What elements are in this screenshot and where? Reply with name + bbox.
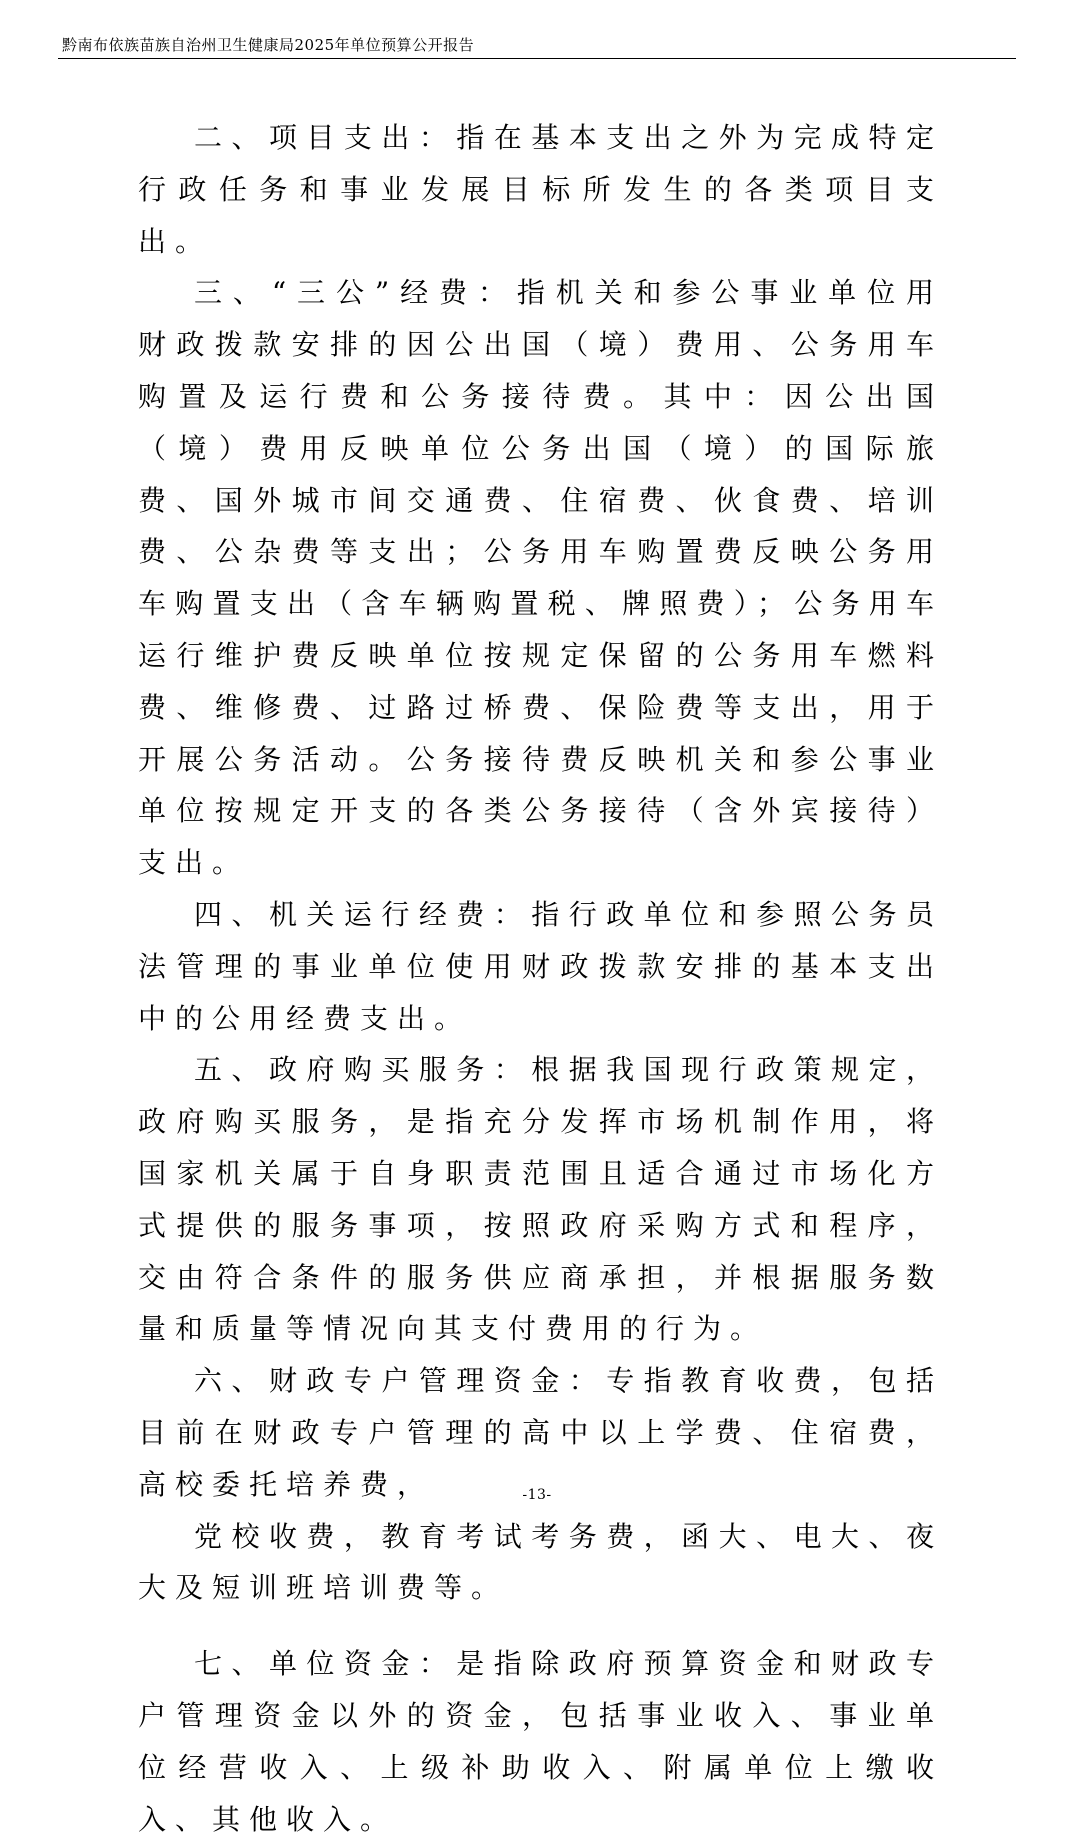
paragraph-project-expenditure: 二、项目支出：指在基本支出之外为完成特定行政任务和事业发展目标所发生的各类项目支出。 <box>138 121 943 258</box>
paragraph-unit-funds: 七、单位资金：是指除政府预算资金和财政专户管理资金以外的资金，包括事业收入、事业单位经营收入、上级补助收入、附属单位上缴收入、其他收入。 <box>138 1647 943 1836</box>
paragraph-agency-operating-expenses: 四、机关运行经费：指行政单位和参照公务员法管理的事业单位使用财政拨款安排的基本支出中的公用经费支出。 <box>138 897 943 1035</box>
paragraph-fiscal-special-account-funds-continued: 党校收费，教育考试考务费，函大、电大、夜大及短训班培训费等。 <box>138 1519 943 1605</box>
paragraph-government-purchase-services: 五、政府购买服务：根据我国现行政策规定，政府购买服务，是指充分发挥市场机制作用，将国家机关属于自身职责范围且适合通过市场化方式提供的服务事项，按照政府采购方式和程序，交由符合条件的服务供应商承担，并根据服务数量和质量等情况向其支付费用的行为。 <box>138 1053 943 1346</box>
header-rule <box>58 58 1016 59</box>
paragraph-fiscal-special-account-funds: 六、财政专户管理资金：专指教育收费，包括目前在财政专户管理的高中以上学费、住宿费，高校委托培养费， <box>138 1364 943 1501</box>
page-number: -13- <box>522 1487 552 1503</box>
running-header: 黔南布依族苗族自治州卫生健康局2025年单位预算公开报告 <box>62 36 475 54</box>
paragraph-three-public-expenses: 三、“三公”经费：指机关和参公事业单位用财政拨款安排的因公出国（境）费用、公务用车购置及运行费和公务接待费。其中：因公出国（境）费用反映单位公务出国（境）的国际旅费、国外城市间交通费、住宿费、伙食费、培训费、公杂费等支出；公务用车购置费反映公务用车购置支出（含车辆购置税、牌照费）；公务用车运行维护费反映单位按规定保留的公务用车燃料费、维修费、过路过桥费、保险费等支出，用于开展公务活动。公务接待费反映机关和参公事业单位按规定开支的各类公务接待（含外宾接待）支出。 <box>138 276 943 880</box>
body-text <box>138 112 943 1845</box>
